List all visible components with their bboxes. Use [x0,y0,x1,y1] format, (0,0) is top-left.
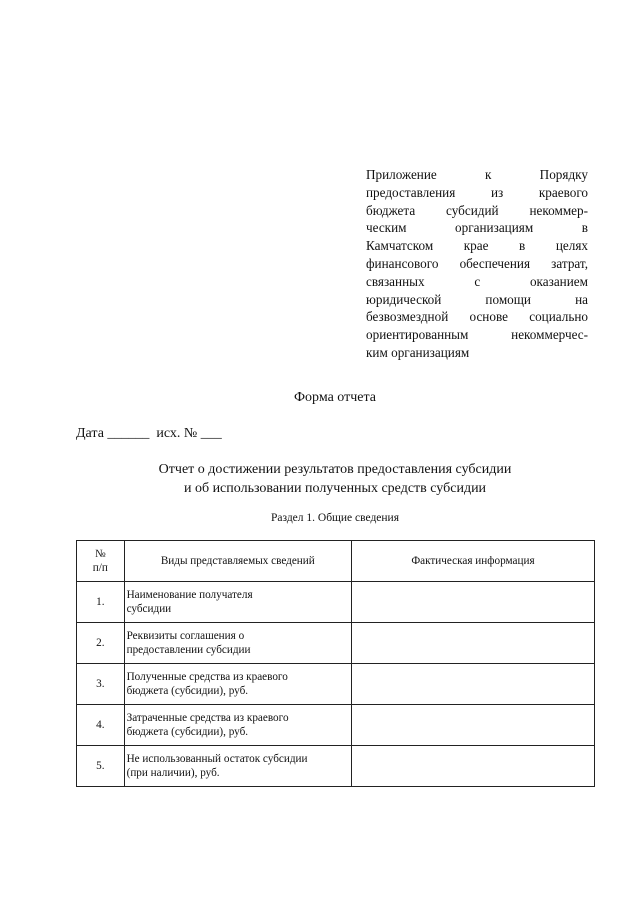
appendix-line: Камчатском крае в целях [366,238,588,254]
row-kind-line: Затраченные средства из краевого [126,712,289,724]
row-kind [124,746,351,787]
row-number: 5. [77,746,125,787]
general-info-table [76,540,595,787]
section-title: Раздел 1. Общие сведения [270,512,400,524]
date-and-outgoing-number: Дата ______ исх. № ___ [76,426,222,441]
table-row [77,746,595,787]
appendix-line: безвозмездной основе социально [366,309,588,325]
table-row [77,664,595,705]
row-fact-cell[interactable] [351,746,594,787]
row-fact-cell[interactable] [351,623,594,664]
header-number [77,541,125,582]
row-kind [124,582,351,623]
report-title [0,460,640,498]
appendix-line: Приложение к Порядку [366,167,588,182]
table-row [77,582,595,623]
appendix-line: бюджета субсидий некоммер- [366,202,588,218]
report-title-line: Отчет о достижении результатов предоставления субсидии [158,462,512,477]
row-kind-line: бюджета (субсидии), руб. [126,685,249,697]
report-title-line: и об использовании полученных средств субсидии [183,481,487,496]
header-number-abbrev: п/п [92,562,108,574]
row-kind-line: субсидии [126,603,172,615]
appendix-line: предоставления из краевого [366,184,588,200]
row-number: 1. [77,582,125,623]
appendix-line: ориентированным некоммерчес- [366,327,588,343]
table-header-row [77,541,595,582]
row-fact-cell[interactable] [351,664,594,705]
header-number-sign: № [94,548,106,560]
appendix-line: связанных с оказанием [366,273,588,289]
table-row [77,705,595,746]
row-kind [124,623,351,664]
header-fact: Фактическая информация [351,541,594,582]
row-kind-line: (при наличии), руб. [126,767,220,779]
row-kind-line: Реквизиты соглашения о [126,630,245,642]
row-kind-line: Полученные средства из краевого [126,671,288,683]
appendix-note [366,166,588,362]
row-number: 3. [77,664,125,705]
form-title: Форма отчета [293,390,377,405]
row-kind-line: предоставлении субсидии [126,644,251,656]
appendix-line: ческим организациям в [366,220,588,236]
header-kind: Виды представляемых сведений [124,541,351,582]
appendix-line: ким организациям [366,344,470,360]
row-number: 4. [77,705,125,746]
appendix-line: финансового обеспечения затрат, [366,255,588,271]
row-kind [124,705,351,746]
appendix-line: юридической помощи на [366,291,588,307]
row-fact-cell[interactable] [351,582,594,623]
row-kind-line: бюджета (субсидии), руб. [126,726,249,738]
row-kind [124,664,351,705]
row-kind-line: Наименование получателя [126,589,253,601]
table-row [77,623,595,664]
row-kind-line: Не использованный остаток субсидии [126,753,308,765]
row-number: 2. [77,623,125,664]
row-fact-cell[interactable] [351,705,594,746]
